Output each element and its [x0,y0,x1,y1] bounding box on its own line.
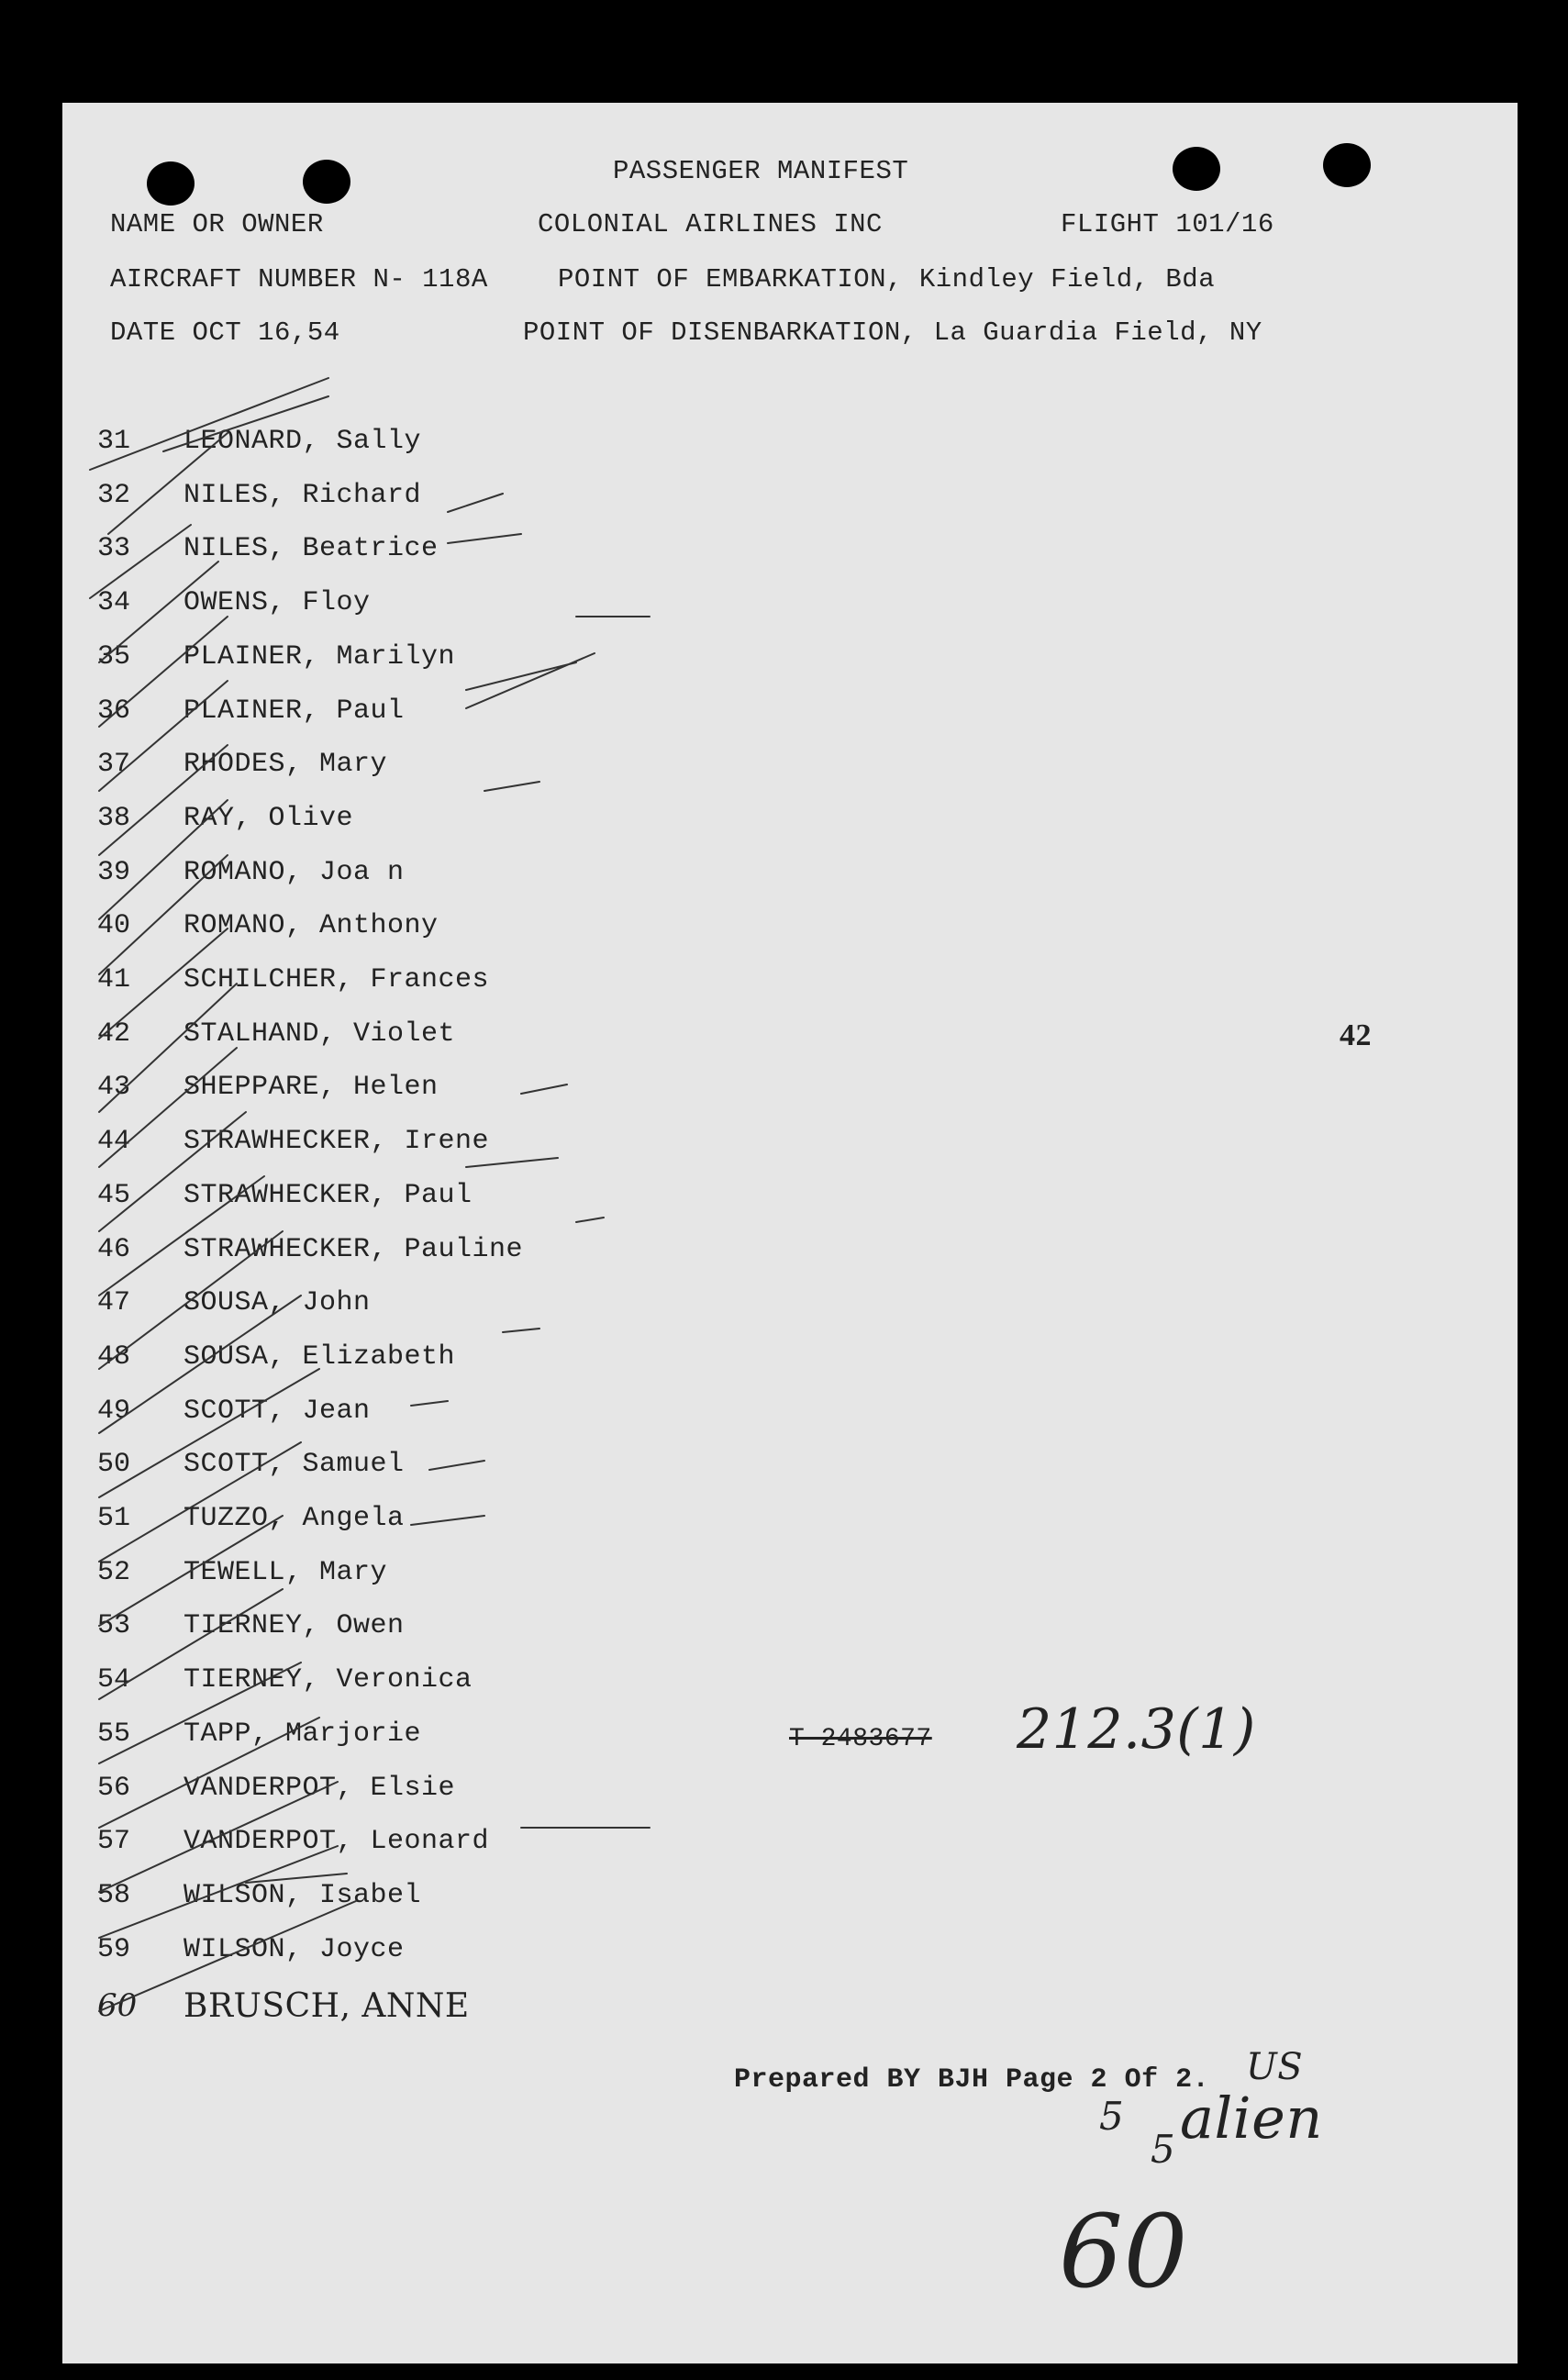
flight-number: FLIGHT 101/16 [1061,209,1274,239]
passenger-number: 52 [97,1556,131,1588]
passenger-number: 46 [97,1233,131,1265]
passenger-number: 44 [97,1126,131,1158]
passenger-name: STRAWHECKER, Paul [183,1179,473,1211]
passenger-number: 35 [97,640,131,673]
tally-us: US [1246,2046,1304,2088]
passenger-number: 41 [97,964,131,995]
passenger-number: 53 [97,1610,131,1642]
passenger-number: 45 [97,1179,131,1211]
passenger-name: NILES, Richard [183,479,422,511]
passenger-name: TEWELL, Mary [183,1556,388,1588]
passenger-name: SCHILCHER, Frances [183,964,490,995]
tally-five-a: 5 [1099,2094,1125,2139]
passenger-name: TIERNEY, Owen [183,1610,405,1642]
tally-alien: alien [1180,2085,1323,2152]
passenger-name: VANDERPOT, Elsie [183,1772,456,1804]
passenger-number: 42 [97,1018,131,1050]
passenger-number: 39 [97,856,131,888]
file-number-struck: T-2483677 [789,1725,932,1753]
passenger-name: RHODES, Mary [183,749,388,781]
passenger-number: 32 [97,479,131,511]
passenger-number: 38 [97,802,131,834]
passenger-name: SHEPPARE, Helen [183,1072,439,1104]
point-of-disembarkation: POINT OF DISENBARKATION, La Guardia Field, NY [523,317,1262,348]
passenger-number: 56 [97,1772,131,1804]
passenger-name: SCOTT, Samuel [183,1449,405,1481]
passenger-name: WILSON, Joyce [183,1933,405,1965]
passenger-name: SCOTT, Jean [183,1395,371,1427]
passenger-name: STRAWHECKER, Pauline [183,1233,524,1265]
passenger-name: WILSON, Isabel [183,1879,422,1911]
passenger-name: PLAINER, Marilyn [183,640,456,673]
passenger-name: STALHAND, Violet [183,1018,456,1050]
manifest-date: DATE OCT 16,54 [110,317,340,348]
passenger-number: 60 [97,1987,138,2025]
passenger-name: STRAWHECKER, Irene [183,1126,490,1158]
passenger-number: 54 [97,1664,131,1696]
passenger-name: TIERNEY, Veronica [183,1664,473,1696]
passenger-name: ROMANO, Anthony [183,910,439,942]
passenger-number: 43 [97,1072,131,1104]
passenger-name: NILES, Beatrice [183,533,439,565]
passenger-number: 37 [97,749,131,781]
passenger-name: RAY, Olive [183,802,354,834]
passenger-number: 58 [97,1879,131,1911]
passenger-name: PLAINER, Paul [183,695,405,727]
manifest-title: PASSENGER MANIFEST [613,156,909,186]
file-number-handwritten: 212.3(1) [1017,1697,1256,1762]
passenger-number: 48 [97,1340,131,1373]
name-or-owner-label: NAME OR OWNER [110,209,324,239]
passenger-number: 57 [97,1826,131,1858]
passenger-name: BRUSCH, ANNE [183,1987,470,2026]
passenger-number: 31 [97,426,131,457]
passenger-name: ROMANO, Joa n [183,856,405,888]
passenger-name: OWENS, Floy [183,587,371,619]
passenger-name: TAPP, Marjorie [183,1718,422,1750]
passenger-name: VANDERPOT, Leonard [183,1826,490,1858]
passenger-number: 36 [97,695,131,727]
passenger-number: 47 [97,1287,131,1319]
passenger-name: SOUSA, Elizabeth [183,1340,456,1373]
passenger-number: 34 [97,587,131,619]
passenger-number: 49 [97,1395,131,1427]
passenger-number: 51 [97,1503,131,1534]
passenger-number: 50 [97,1449,131,1481]
prepared-by: Prepared BY BJH Page 2 Of 2. [734,2064,1210,2096]
passenger-name: TUZZO, Angela [183,1503,405,1534]
manifest-sheet [62,103,1518,2363]
point-of-embarkation: POINT OF EMBARKATION, Kindley Field, Bda [558,264,1216,295]
tally-total: 60 [1059,2193,1188,2310]
passenger-number: 59 [97,1933,131,1965]
passenger-number: 40 [97,910,131,942]
aircraft-number: AIRCRAFT NUMBER N- 118A [110,264,488,295]
passenger-number: 55 [97,1718,131,1750]
airline-name: COLONIAL AIRLINES INC [538,209,883,239]
passenger-name: LEONARD, Sally [183,426,422,457]
passenger-name: SOUSA, John [183,1287,371,1319]
tally-five-b: 5 [1151,2127,1176,2172]
passenger-number: 33 [97,533,131,565]
page-number: 42 [1340,1018,1372,1052]
pencil-check-marks [62,103,1518,2363]
